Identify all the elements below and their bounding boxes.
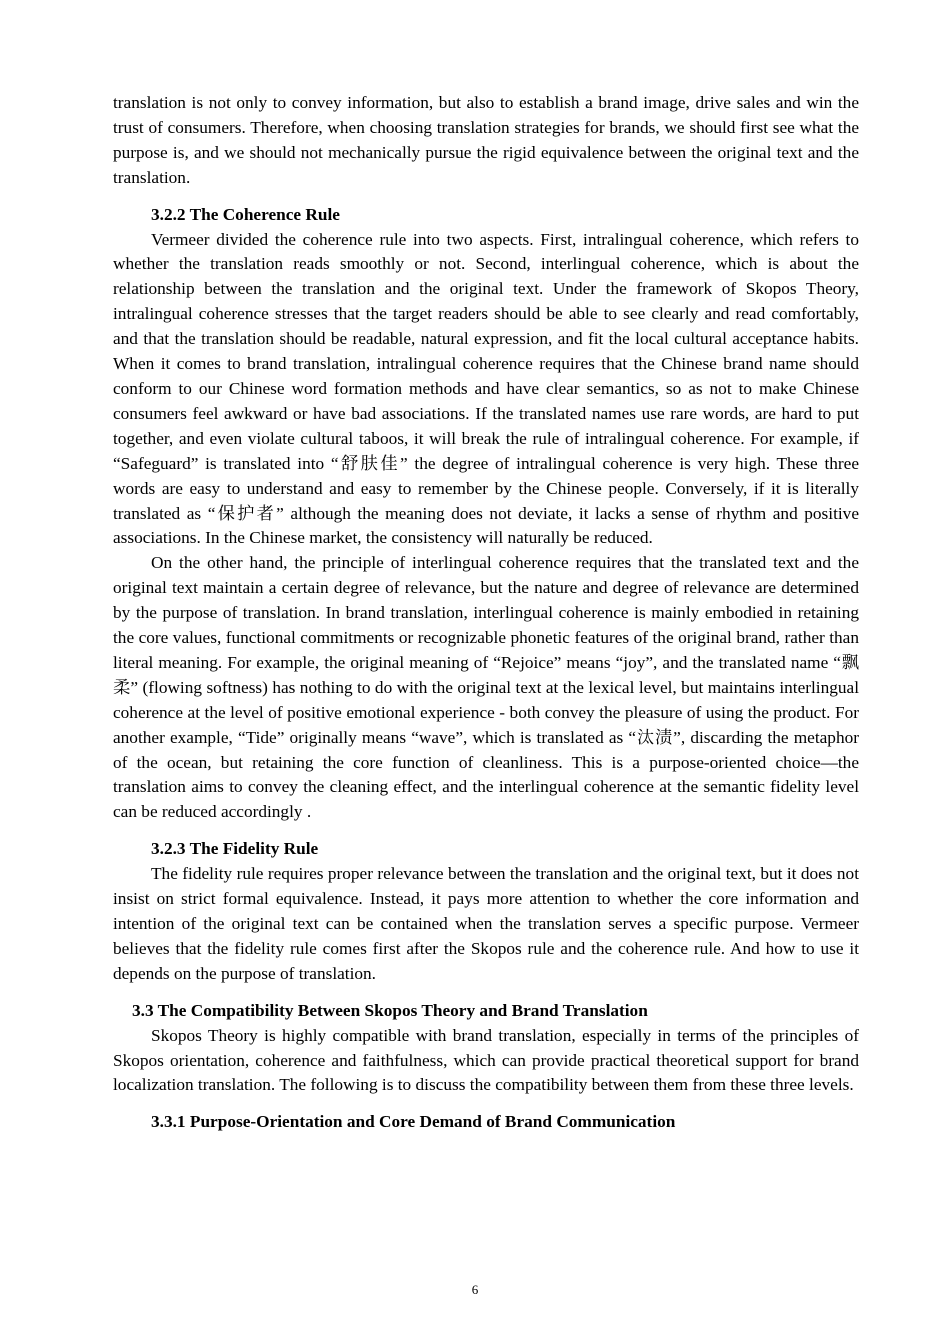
heading-3-3-1: 3.3.1 Purpose-Orientation and Core Demand of Brand Communication bbox=[151, 1112, 676, 1132]
paragraph-coherence-rule: Vermeer divided the coherence rule into two aspects. First, intralingual coherence, which refers to whether the translation reads smoothly or not. Second, interlingual coherence, which is about the relationship between the translation and the original text. Under the framework of Skopos Theory, intralingual coherence stresses that the target readers should be able to see clearly and read comfortably, and that the translation should be readable, natural expression, and fit the local cultural acceptance habits. When it comes to brand translation, intralingual coherence requires that the Chinese brand name should conform to our Chinese word formation methods and have clear semantics, so as not to make Chinese consumers feel awkward or have bad associations. If the translated names use rare words, are hard to put together, and even violate cultural taboos, it will break the rule of intralingual coherence. For example, if “Safeguard” is translated into “舒肤佳” the degree of intralingual coherence is very high. These three words are easy to understand and easy to remember by the Chinese people. Conversely, if it is literally translated as “保护者” although the meaning does not deviate, it lacks a sense of rhythm and positive associations. In the Chinese market, the consistency will naturally be reduced. bbox=[113, 229, 859, 548]
paragraph-continued: translation is not only to convey information, but also to establish a brand image, drive sales and win the trust of consumers. Therefore, when choosing translation strategies for brands, we should first see what the purpose is, and we should not mechanically pursue the rigid equivalence between the original text and the translation. bbox=[113, 93, 859, 187]
heading-3-3: 3.3 The Compatibility Between Skopos Theory and Brand Translation bbox=[132, 1000, 648, 1020]
paragraph-fidelity-rule: The fidelity rule requires proper relevance between the translation and the original text, but it does not insist on strict formal equivalence. Instead, it pays more attention to whether the core information and intention of the original text can be contained when the translation serves a specific purpose. Vermeer believes that the fidelity rule comes first after the Skopos rule and the coherence rule. And how to use it depends on the purpose of translation. bbox=[113, 864, 859, 983]
paragraph-compatibility: Skopos Theory is highly compatible with brand translation, especially in terms of the principles of Skopos orientation, coherence and faithfulness, which can provide practical theoretical support for brand localization translation. The following is to discuss the compatibility between them from these three levels. bbox=[113, 1025, 859, 1095]
heading-3-2-2: 3.2.2 The Coherence Rule bbox=[151, 204, 340, 224]
page-body bbox=[113, 91, 859, 1135]
paragraph-interlingual-coherence: On the other hand, the principle of interlingual coherence requires that the translated text and the original text maintain a certain degree of relevance, but the nature and degree of relevance are determined by the purpose of translation. In brand translation, interlingual coherence is mainly embodied in retaining the core values, functional commitments or recognizable phonetic features of the original brand, rather than literal meaning. For example, the original meaning of “Rejoice” means “joy”, and the translated name “飘柔” (flowing softness) has nothing to do with the original text at the lexical level, but maintains interlingual coherence at the level of positive emotional experience - both convey the pleasure of using the product. For another example, “Tide” originally means “wave”, which is translated as “汰渍”, discarding the metaphor of the ocean, but retaining the core function of cleanliness. This is a purpose-oriented choice—the translation aims to convey the cleaning effect, and the interlingual coherence at the semantic fidelity level can be reduced accordingly . bbox=[113, 553, 859, 822]
heading-3-2-3: 3.2.3 The Fidelity Rule bbox=[151, 839, 319, 859]
page-number: 6 bbox=[471, 1282, 479, 1297]
